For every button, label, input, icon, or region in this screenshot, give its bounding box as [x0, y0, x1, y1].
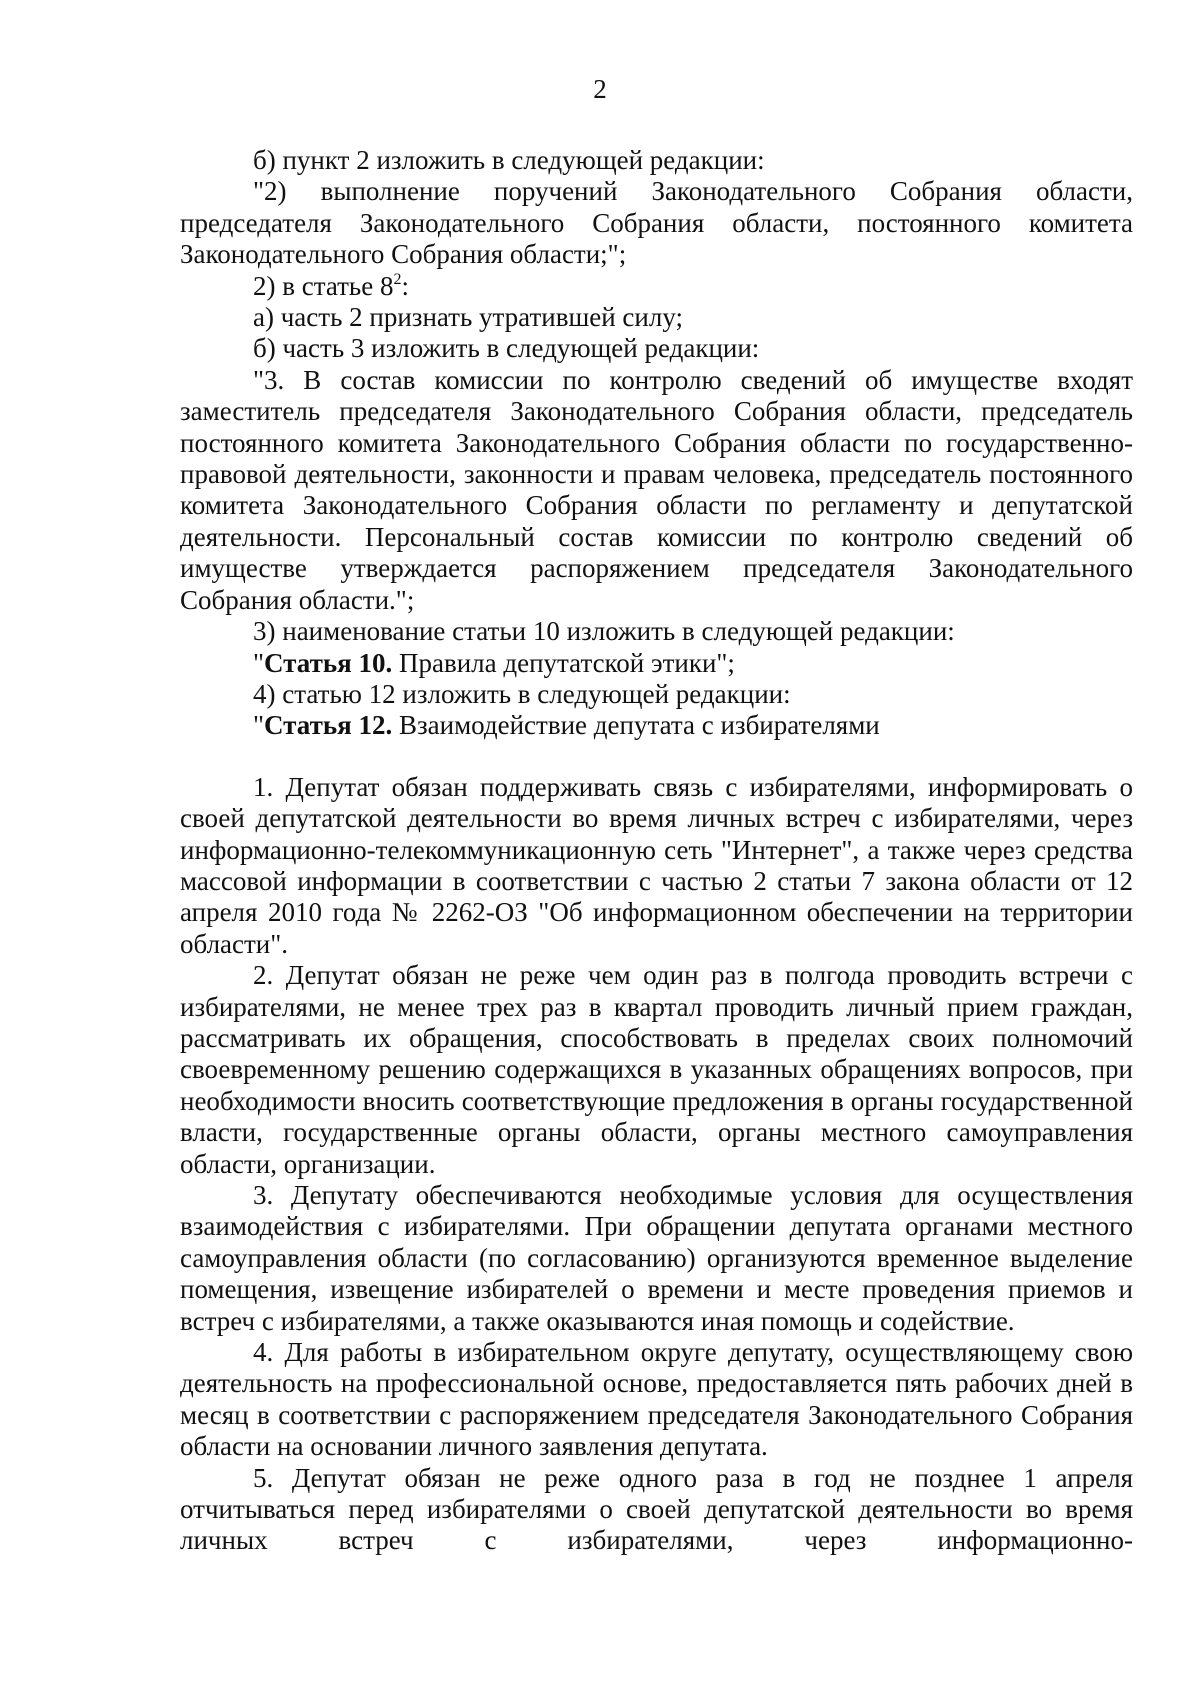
paragraph-article-12-part-4: 4. Для работы в избирательном округе депутату, осуществляющему свою деятельность на профессиональной основе, предоставляется пять рабочих дней в месяц в соответствии с распоряжением председателя Законодательного Собрания области на основании личного заявления депутата.: [180, 1337, 1133, 1462]
paragraph-article-12-part-1: 1. Депутат обязан поддерживать связь с избирателями, информировать о своей депутатской деятельности во время личных встреч с избирателями, через информационно-телекоммуникационную сеть "Интернет", а также через средства массовой информации в соответствии с частью 2 статьи 7 закона области от 12 апреля 2010 года № 2262-ОЗ "Об информационном обеспечении на территории области".: [180, 771, 1133, 959]
paragraph-article-12-part-5: 5. Депутат обязан не реже одного раза в год не позднее 1 апреля отчитываться перед избирателями о своей депутатской деятельности во время личных встреч с избирателями, через информационно-: [180, 1462, 1133, 1556]
paragraph-amend-point-2: б) пункт 2 изложить в следующей редакции:: [253, 145, 765, 175]
article-10-label: Статья 10.: [264, 647, 393, 678]
paragraph-quoted-part-3: "3. В состав комиссии по контролю сведений об имуществе входят заместитель председателя Законодательного Собрания области, председатель постоянного комитета Законодательного Собрания области по государственно-правовой деятельности, законности и правам человека, председатель постоянного комитета Законодательного Собрания области по регламенту и депутатской деятельности. Персональный состав комиссии по контролю сведений об имуществе утверждается распоряжением председателя Законодательного Собрания области.";: [180, 364, 1133, 615]
article-10-open-quote: ": [253, 647, 265, 678]
article-10-title: Правила депутатской этики";: [392, 647, 735, 678]
paragraph-article-10-heading: [180, 648, 1133, 679]
article-12-open-quote: ": [253, 710, 265, 741]
article-8-colon: :: [401, 270, 409, 301]
article-8-superscript: 2: [393, 270, 402, 288]
article-12-title: Взаимодействие депутата с избирателями: [392, 710, 880, 741]
paragraph-article-10-title-amend: 3) наименование статьи 10 изложить в следующей редакции:: [253, 616, 955, 647]
paragraph-article-8-2: [180, 271, 1133, 302]
paragraph-part-2-repealed: а) часть 2 признать утратившей силу;: [253, 302, 683, 333]
document-body: [180, 145, 1133, 1557]
paragraph-amend-part-3: б) часть 3 изложить в следующей редакции:: [253, 333, 760, 364]
paragraph-article-12-part-3: 3. Депутату обеспечиваются необходимые условия для осуществления взаимодействия с избирателями. При обращении депутата органами местного самоуправления области (по согласованию) организуются временное выделение помещения, извещение избирателей о времени и месте проведения приемов и встреч с избирателями, а также оказываются иная помощь и содействие.: [180, 1180, 1133, 1336]
article-8-text: 2) в статье 8: [253, 270, 394, 301]
article-12-label: Статья 12.: [264, 710, 393, 741]
paragraph-article-12-part-2: 2. Депутат обязан не реже чем один раз в полгода проводить встречи с избирателями, не менее трех раз в квартал проводить личный прием граждан, рассматривать их обращения, способствовать в пределах своих полномочий своевременному решению содержащихся в указанных обращениях вопросов, при необходимости вносить соответствующие предложения в органы государственной власти, государственные органы области, органы местного самоуправления области, организации.: [180, 960, 1133, 1179]
paragraph-article-12-amend: 4) статью 12 изложить в следующей редакции:: [253, 678, 791, 709]
page-number: 2: [593, 74, 607, 104]
paragraph-quoted-point-2: "2) выполнение поручений Законодательного Собрания области, председателя Законодательного Собрания области, постоянного комитета Законодательного Собрания области;";: [180, 176, 1133, 270]
paragraph-article-12-heading: [180, 710, 1133, 741]
